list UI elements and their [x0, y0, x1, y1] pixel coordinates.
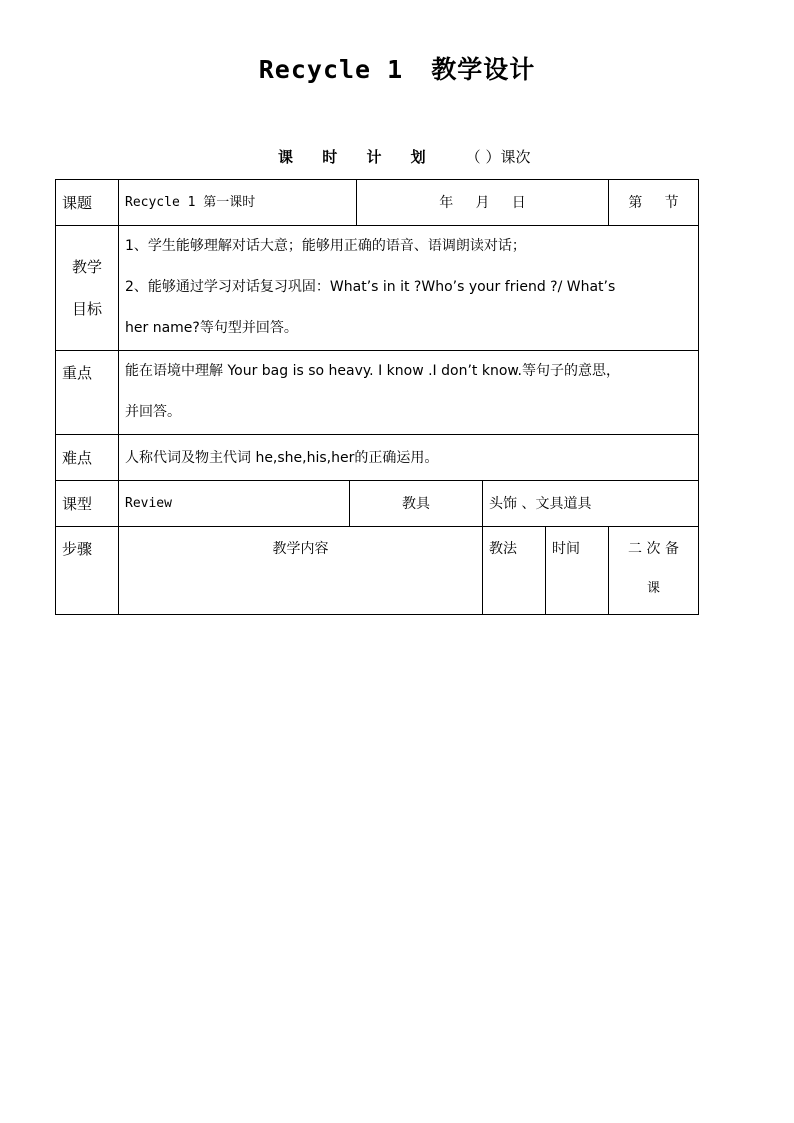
teaching-tools-value: 头饰 、文具道具	[483, 481, 699, 527]
difficulty-content: 人称代词及物主代词 he,she,his,her的正确运用。	[119, 435, 699, 481]
second-preparation-header	[609, 527, 699, 615]
steps-label: 步骤	[56, 527, 119, 615]
teaching-method-header: 教法	[483, 527, 546, 615]
second-preparation-line2: 课	[646, 581, 660, 596]
objectives-label	[56, 226, 119, 351]
topic-value	[119, 180, 357, 226]
subtitle-plan: 课 时 计 划	[278, 148, 438, 166]
difficulty-label: 难点	[56, 435, 119, 481]
row-steps	[56, 527, 699, 615]
date-cell: 年 月 日	[357, 180, 609, 226]
teaching-content-header: 教学内容	[119, 527, 483, 615]
objectives-content	[119, 226, 699, 351]
topic-text: Recycle 1 第一课时	[125, 195, 256, 210]
document-title	[0, 50, 794, 86]
lesson-plan-subtitle	[278, 146, 530, 167]
row-objectives	[56, 226, 699, 351]
objective-1: 1、学生能够理解对话大意；能够用正确的语音、语调朗读对话；	[125, 238, 526, 254]
time-header: 时间	[546, 527, 609, 615]
key-point-2: 并回答。	[125, 404, 181, 420]
objective-3: her name?等句型并回答。	[125, 320, 298, 336]
lesson-plan-table	[55, 179, 699, 615]
row-difficulty	[56, 435, 699, 481]
subtitle-lesson-count: （ ）课次	[465, 148, 531, 166]
key-points-content	[119, 351, 699, 435]
teaching-tools-label: 教具	[350, 481, 483, 527]
key-points-label: 重点	[56, 351, 119, 435]
row-lesson-type	[56, 481, 699, 527]
objectives-label-line1: 教学	[71, 258, 102, 276]
second-preparation-line1: 二 次 备	[628, 541, 679, 557]
title-english: Recycle 1	[258, 55, 404, 84]
objective-2: 2、能够通过学习对话复习巩固：What’s in it ?Who’s your friend ?/ What’s	[125, 279, 616, 295]
lesson-type-text: Review	[125, 496, 172, 511]
title-chinese: 教学设计	[431, 55, 536, 84]
section-cell: 第 节	[609, 180, 699, 226]
topic-label: 课题	[56, 180, 119, 226]
row-topic	[56, 180, 699, 226]
lesson-type-value	[119, 481, 350, 527]
objectives-label-line2: 目标	[71, 300, 102, 318]
key-point-1: 能在语境中理解 Your bag is so heavy. I know .I don’t know.等句子的意思，	[125, 363, 621, 379]
row-key-points	[56, 351, 699, 435]
lesson-type-label: 课型	[56, 481, 119, 527]
